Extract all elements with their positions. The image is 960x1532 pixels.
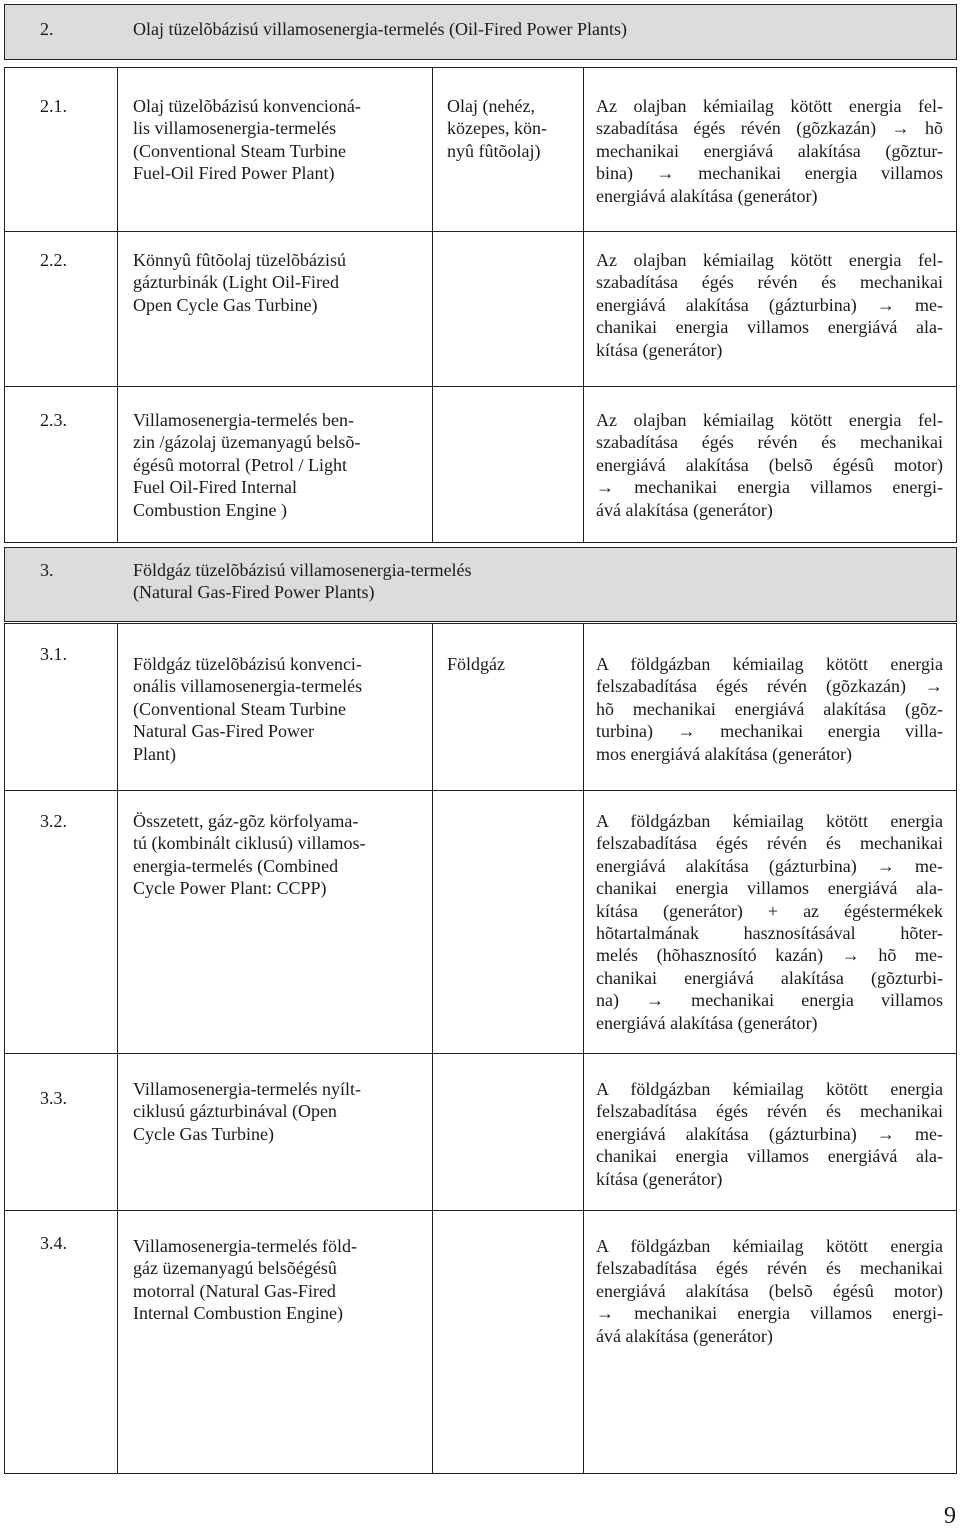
row-number: 2.1.: [40, 96, 67, 116]
conversion-process: A földgázban kémiailag kötött energia: [596, 1079, 943, 1099]
technology-name: Villamosenergia-termelés ben-: [133, 410, 355, 430]
technology-name: égésû motorral (Petrol / Light: [133, 454, 347, 475]
rule-line: [4, 386, 957, 387]
technology-name: gáz üzemanyagú belsõégésû: [133, 1258, 337, 1279]
fuel-type: közepes, kön-: [447, 118, 547, 139]
technology-name: ciklusú gázturbinával (Open: [133, 1101, 337, 1122]
technology-name: Villamosenergia-termelés föld-: [133, 1236, 358, 1256]
technology-name: Combustion Engine ): [133, 499, 287, 520]
rule-line: [4, 547, 957, 548]
technology-name: Cycle Gas Turbine): [133, 1123, 274, 1144]
conversion-process: Az olajban kémiailag kötött energia fel-: [596, 96, 943, 116]
rule-line: [4, 1210, 957, 1211]
technology-name: motorral (Natural Gas-Fired: [133, 1280, 336, 1301]
conversion-process: → mechanikai energia villamos energi-: [596, 1303, 943, 1324]
section-title: (Natural Gas-Fired Power Plants): [133, 582, 375, 603]
technology-name: Cycle Power Plant: CCPP): [133, 878, 327, 899]
column-divider: [4, 623, 5, 1473]
column-divider: [956, 623, 957, 1473]
technology-name: Fuel-Oil Fired Power Plant): [133, 163, 335, 184]
conversion-process: mos energiává alakítása (generátor): [596, 743, 853, 764]
conversion-process: ává alakítása (generátor): [596, 1325, 773, 1346]
fuel-type: Földgáz: [447, 654, 505, 674]
technology-name: lis villamosenergia-termelés: [133, 118, 337, 139]
row-number: 2.3.: [40, 410, 67, 430]
conversion-process: na) → mechanikai energia villamos: [596, 990, 943, 1011]
row-number: 2.2.: [40, 250, 67, 270]
technology-name: Natural Gas-Fired Power: [133, 721, 314, 742]
column-divider: [117, 623, 118, 1473]
conversion-process: kítása (generátor) + az égéstermékek: [596, 900, 943, 921]
column-divider: [117, 67, 118, 542]
conversion-process: A földgázban kémiailag kötött energia: [596, 1236, 943, 1256]
row-number: 3.4.: [40, 1233, 67, 1253]
conversion-process: energiává alakítása (belsõ égésû motor): [596, 1280, 943, 1301]
conversion-process: chanikai energia villamos energiává ala-: [596, 1146, 943, 1167]
conversion-process: energiává alakítása (belsõ égésû motor): [596, 454, 943, 475]
column-divider: [956, 67, 957, 542]
technology-name: Open Cycle Gas Turbine): [133, 294, 318, 315]
technology-name: Fuel Oil-Fired Internal: [133, 477, 297, 498]
row-number: 3.2.: [40, 811, 67, 831]
conversion-process: felszabadítása égés révén és mechanikai: [596, 833, 943, 854]
column-divider: [4, 67, 5, 542]
conversion-process: energiává alakítása (generátor): [596, 185, 818, 206]
technology-name: Plant): [133, 743, 176, 764]
page-number: 9: [944, 1503, 956, 1529]
conversion-process: felszabadítása égés révén (gõzkazán) →: [596, 676, 943, 697]
section-title: Olaj tüzelõbázisú villamosenergia-termelés (Oil-Fired Power Plants): [133, 19, 628, 39]
conversion-process: Az olajban kémiailag kötött energia fel-: [596, 410, 943, 430]
conversion-process: melés (hõhasznosító kazán) → hõ me-: [596, 945, 943, 966]
column-divider: [432, 623, 433, 1473]
conversion-process: kítása (generátor): [596, 339, 723, 360]
column-divider: [583, 623, 584, 1473]
rule-line: [4, 231, 957, 232]
technology-name: tú (kombinált ciklusú) villamos-: [133, 833, 366, 854]
conversion-process: energiává alakítása (gázturbina) → me-: [596, 855, 943, 876]
conversion-process: mechanikai energiává alakítása (gõztur-: [596, 140, 943, 161]
rule-line: [4, 621, 957, 622]
technology-name: zin /gázolaj üzemanyagú belsõ-: [133, 432, 361, 453]
conversion-process: szabadítása égés révén és mechanikai: [596, 272, 943, 293]
column-divider: [583, 67, 584, 542]
conversion-process: bina) → mechanikai energia villamos: [596, 163, 943, 184]
rule-line: [4, 67, 957, 68]
technology-name: (Conventional Steam Turbine: [133, 140, 346, 161]
rule-line: [4, 1473, 957, 1474]
technology-name: gázturbinák (Light Oil-Fired: [133, 272, 339, 293]
column-divider: [432, 67, 433, 542]
section-number: 3.: [40, 560, 54, 580]
conversion-process: A földgázban kémiailag kötött energia: [596, 811, 943, 831]
conversion-process: felszabadítása égés révén és mechanikai: [596, 1101, 943, 1122]
column-divider: [4, 4, 5, 59]
conversion-process: ává alakítása (generátor): [596, 499, 773, 520]
fuel-type: Olaj (nehéz,: [447, 96, 535, 116]
conversion-process: chanikai energia villamos energiává ala-: [596, 878, 943, 899]
conversion-process: energiává alakítása (gázturbina) → me-: [596, 294, 943, 315]
column-divider: [956, 4, 957, 59]
conversion-process: turbina) → mechanikai energia villa-: [596, 721, 943, 742]
rule-line: [4, 4, 957, 5]
conversion-process: chanikai energiává alakítása (gõzturbi-: [596, 967, 943, 988]
fuel-type: nyû fûtõolaj): [447, 140, 541, 161]
conversion-process: Az olajban kémiailag kötött energia fel-: [596, 250, 943, 270]
technology-name: Földgáz tüzelõbázisú konvenci-: [133, 654, 362, 674]
conversion-process: szabadítása égés révén (gõzkazán) → hõ: [596, 118, 943, 139]
conversion-process: kítása (generátor): [596, 1168, 723, 1189]
conversion-process: energiává alakítása (gázturbina) → me-: [596, 1123, 943, 1144]
conversion-process: szabadítása égés révén és mechanikai: [596, 432, 943, 453]
conversion-process: hõtartalmának hasznosításával hõter-: [596, 923, 943, 943]
row-number: 3.3.: [40, 1088, 67, 1108]
rule-line: [4, 1053, 957, 1054]
technology-name: Internal Combustion Engine): [133, 1303, 343, 1324]
column-divider: [4, 547, 5, 621]
technology-name: onális villamosenergia-termelés: [133, 676, 363, 697]
technology-name: Összetett, gáz-gõz körfolyama-: [133, 811, 359, 831]
row-number: 3.1.: [40, 644, 67, 664]
technology-name: energia-termelés (Combined: [133, 855, 339, 876]
section-number: 2.: [40, 19, 54, 39]
rule-line: [4, 542, 957, 543]
rule-line: [4, 623, 957, 624]
conversion-process: A földgázban kémiailag kötött energia: [596, 654, 943, 674]
rule-line: [4, 790, 957, 791]
conversion-process: felszabadítása égés révén és mechanikai: [596, 1258, 943, 1279]
technology-name: Olaj tüzelõbázisú konvencioná-: [133, 96, 361, 116]
technology-name: Villamosenergia-termelés nyílt-: [133, 1079, 362, 1099]
rule-line: [4, 59, 957, 60]
conversion-process: hõ mechanikai energiává alakítása (gõz-: [596, 698, 943, 719]
conversion-process: chanikai energia villamos energiává ala-: [596, 317, 943, 338]
conversion-process: energiává alakítása (generátor): [596, 1012, 818, 1033]
technology-name: Könnyû fûtõolaj tüzelõbázisú: [133, 250, 346, 270]
section-title: Földgáz tüzelõbázisú villamosenergia-termelés: [133, 560, 472, 580]
conversion-process: → mechanikai energia villamos energi-: [596, 477, 943, 498]
column-divider: [956, 547, 957, 621]
technology-name: (Conventional Steam Turbine: [133, 698, 346, 719]
